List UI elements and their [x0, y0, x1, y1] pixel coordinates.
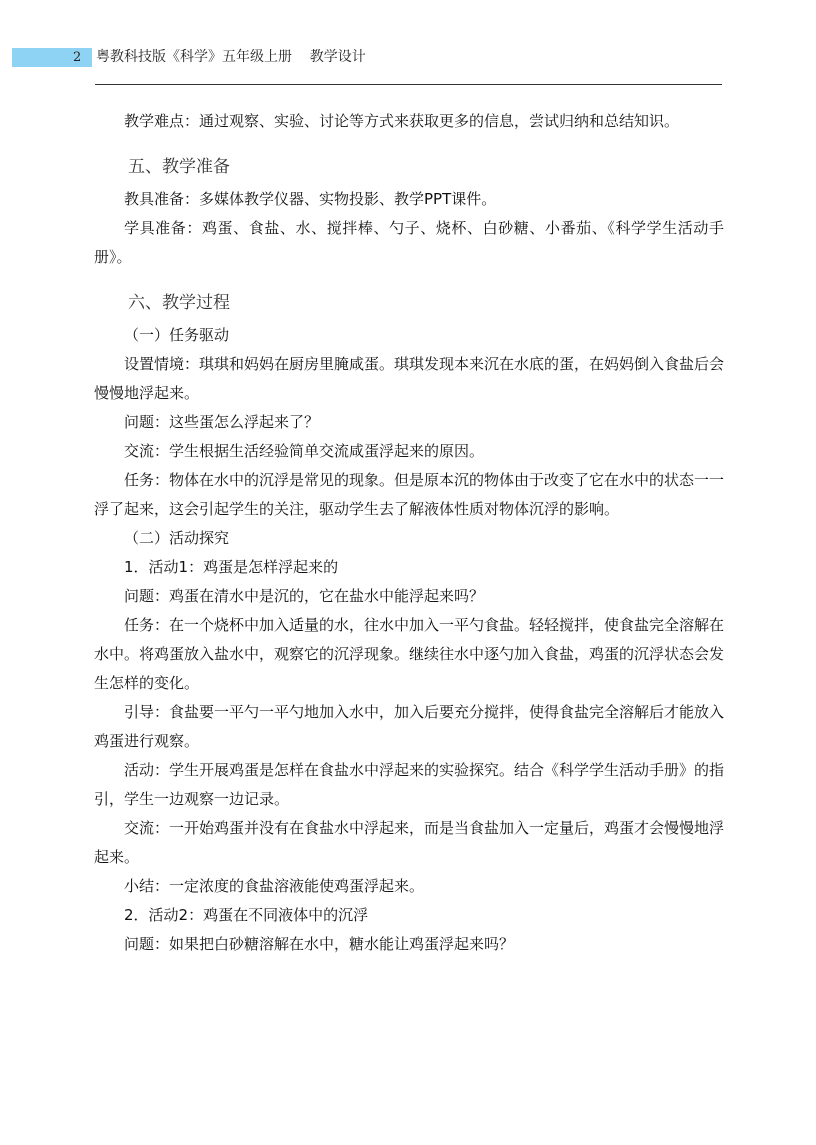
activity-1-guide: 引导：食盐要一平勺一平勺地加入水中，加入后要充分搅拌，使得食盐完全溶解后才能放入鸡蛋进行观察。: [94, 703, 725, 750]
activity-1-question: 问题：鸡蛋在清水中是沉的，它在盐水中能浮起来吗？: [124, 587, 485, 605]
header-title: 粤教科技版《科学》五年级上册 教学设计: [96, 49, 366, 65]
teaching-difficulty: 教学难点：通过观察、实验、讨论等方式来获取更多的信息，尝试归纳和总结知识。: [124, 112, 680, 130]
activity-1-summary: 小结：一定浓度的食盐溶液能使鸡蛋浮起来。: [124, 877, 425, 895]
part-1-title: （一）任务驱动: [124, 326, 230, 344]
activity-2-question: 问题：如果把白砂糖溶解在水中，糖水能让鸡蛋浮起来吗？: [124, 935, 515, 953]
activity-1-activity: 活动：学生开展鸡蛋是怎样在食盐水中浮起来的实验探究。结合《科学学生活动手册》的指引，学生一边观察一边记录。: [94, 761, 725, 808]
activity-1-task: 任务：在一个烧杯中加入适量的水，往水中加入一平勺食盐。轻轻搅拌，使食盐完全溶解在水中。将鸡蛋放入盐水中，观察它的沉浮现象。继续往水中逐勺加入食盐，鸡蛋的沉浮状态会发生怎样的变化。: [94, 616, 725, 692]
activity-1-title: 1．活动1：鸡蛋是怎样浮起来的: [124, 558, 339, 576]
activity-1-exchange: 交流：一开始鸡蛋并没有在食盐水中浮起来，而是当食盐加入一定量后，鸡蛋才会慢慢地浮起来。: [94, 819, 725, 866]
activity-2-title: 2．活动2：鸡蛋在不同液体中的沉浮: [124, 906, 369, 924]
student-preparation: 学具准备：鸡蛋、食盐、水、搅拌棒、勺子、烧杯、白砂糖、小番茄、《科学学生活动手册》。: [94, 219, 724, 266]
page-number: 2: [73, 50, 82, 65]
part-1-task: 任务：物体在水中的沉浮是常见的现象。但是原本沉的物体由于改变了它在水中的状态一一浮了起来，这会引起学生的关注，驱动学生去了解液体性质对物体沉浮的影响。: [94, 471, 725, 518]
part-1-exchange: 交流：学生根据生活经验简单交流咸蛋浮起来的原因。: [124, 442, 485, 460]
section-5-heading: 五、教学准备: [128, 157, 230, 177]
teacher-preparation: 教具准备：多媒体教学仪器、实物投影、教学PPT课件。: [124, 190, 497, 208]
part-1-scenario: 设置情境：琪琪和妈妈在厨房里腌咸蛋。琪琪发现本来沉在水底的蛋，在妈妈倒入食盐后会慢慢地浮起来。: [94, 355, 725, 402]
header-rule: [95, 84, 722, 85]
document-body: [94, 107, 724, 959]
section-6-heading: 六、教学过程: [128, 293, 230, 313]
part-2-title: （二）活动探究: [124, 529, 230, 547]
part-1-question: 问题：这些蛋怎么浮起来了？: [124, 413, 320, 431]
